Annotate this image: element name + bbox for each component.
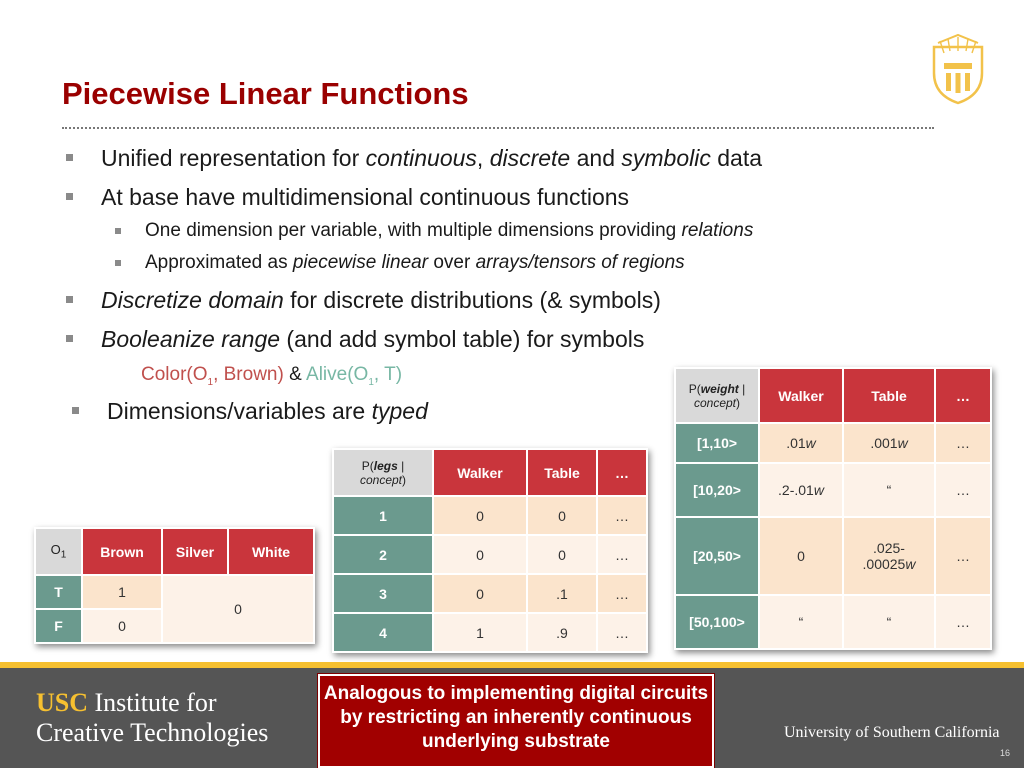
row-label: 2 — [334, 536, 432, 573]
table-cell: 0 — [434, 497, 526, 534]
table-cell: 1 — [83, 576, 161, 608]
row-label: 1 — [334, 497, 432, 534]
bullet-square-icon — [66, 335, 73, 342]
column-header: Walker — [760, 369, 842, 422]
table-cell: .9 — [528, 614, 596, 651]
table-cell: … — [598, 497, 646, 534]
column-header: Table — [844, 369, 934, 422]
weight-table — [674, 367, 992, 650]
table-cell: 0 — [528, 497, 596, 534]
table-cell: … — [598, 575, 646, 612]
table-cell: “ — [760, 596, 842, 648]
table-row — [676, 464, 990, 516]
table-cell: .1 — [528, 575, 596, 612]
row-label: [10,20> — [676, 464, 758, 516]
table-cell: … — [598, 614, 646, 651]
table-cell: 0 — [528, 536, 596, 573]
row-label: 3 — [334, 575, 432, 612]
column-header: … — [598, 450, 646, 495]
row-label: [1,10> — [676, 424, 758, 462]
table-cell: “ — [844, 464, 934, 516]
table-row — [334, 536, 646, 573]
title-divider — [62, 127, 934, 129]
usc-ict-logo: USC Institute for Creative Technologies — [36, 688, 269, 747]
symbol-example: $Color(O_1$, Brown) & $Alive(O_1$, T) — [141, 364, 403, 388]
column-header: Brown — [83, 529, 161, 574]
sub-bullet-dimension: One dimension per variable, with multiple dimensions providing relations — [145, 220, 754, 241]
bullet-square-icon — [66, 296, 73, 303]
table-cell: … — [936, 596, 990, 648]
sub-bullet-square-icon — [115, 260, 121, 266]
bullet-typed: Dimensions/variables are typed — [107, 398, 428, 424]
bullet-base: At base have multidimensional continuous functions — [101, 184, 630, 210]
table-cell: 0 — [760, 518, 842, 594]
table-cell: 0 — [434, 536, 526, 573]
column-header: Walker — [434, 450, 526, 495]
table-cell: 0 — [83, 610, 161, 642]
column-header: White — [229, 529, 313, 574]
sub-bullet-approximated: Approximated as piecewise linear over arrays/tensors of regions — [145, 252, 685, 273]
table-cell: .001w — [844, 424, 934, 462]
footer-gold-band — [0, 662, 1024, 668]
usc-seal-logo — [930, 33, 986, 105]
table-row — [334, 614, 646, 651]
table-corner: P(legs | concept) — [334, 450, 432, 495]
bullet-square-icon — [66, 193, 73, 200]
table-row — [676, 596, 990, 648]
legs-table — [332, 448, 648, 653]
table-row — [676, 518, 990, 594]
table-cell: 1 — [434, 614, 526, 651]
row-label: 4 — [334, 614, 432, 651]
bullet-unified: Unified representation for continuous, discrete and symbolic data — [101, 145, 763, 171]
slide-number: 16 — [1000, 748, 1011, 758]
slide-title: Piecewise Linear Functions — [62, 76, 469, 111]
table-cell: .025- .00025w — [844, 518, 934, 594]
university-name: University of Southern California — [784, 724, 1000, 741]
table-row — [334, 575, 646, 612]
table-cell: .01w — [760, 424, 842, 462]
row-label: [50,100> — [676, 596, 758, 648]
table-row — [676, 424, 990, 462]
o1-table — [34, 527, 315, 644]
table-cell: .2-.01w — [760, 464, 842, 516]
sub-bullet-square-icon — [115, 228, 121, 234]
table-row — [334, 497, 646, 534]
merged-cell: 0 — [163, 576, 313, 642]
row-label: [20,50> — [676, 518, 758, 594]
column-header: … — [936, 369, 990, 422]
bullet-square-icon — [66, 154, 73, 161]
table-cell: “ — [844, 596, 934, 648]
row-label: T — [36, 576, 81, 608]
table-cell: … — [936, 424, 990, 462]
table-cell: … — [936, 518, 990, 594]
bullet-discretize: Discretize domain for discrete distributions (& symbols) — [101, 287, 661, 313]
table-cell: 0 — [434, 575, 526, 612]
column-header: Silver — [163, 529, 227, 574]
bullet-square-icon — [72, 407, 79, 414]
column-header: Table — [528, 450, 596, 495]
bullet-booleanize: Booleanize range (and add symbol table) for symbols — [101, 326, 645, 352]
callout-box: Analogous to implementing digital circuits by restricting an inherently continuous underlying substrate — [318, 674, 714, 768]
table-corner: $O_1$ — [36, 529, 81, 574]
table-cell: … — [598, 536, 646, 573]
table-cell: … — [936, 464, 990, 516]
table-row — [36, 576, 313, 608]
table-corner: P(weight | concept) — [676, 369, 758, 422]
row-label: F — [36, 610, 81, 642]
